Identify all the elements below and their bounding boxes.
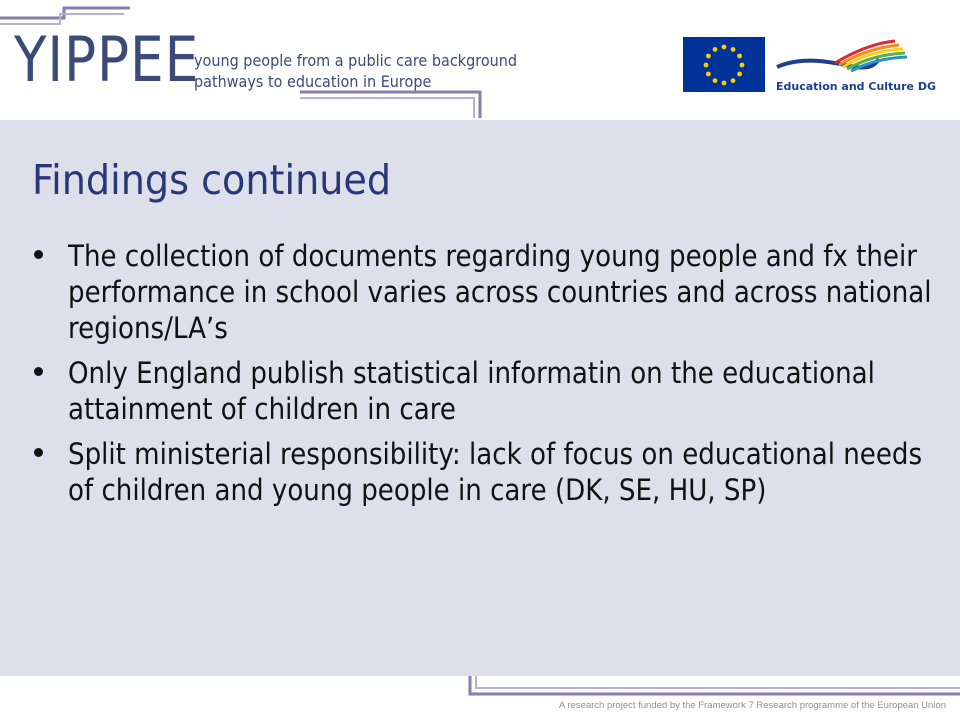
bullet-text: Split ministerial responsibility: lack of focus on educational needs of children and young people in care (DK, SE, HU, SP) [68,437,923,507]
bullet-text: Only England publish statistical informatin on the educational attainment of children in care [68,356,875,426]
education-culture-label: Education and Culture DG [776,80,937,93]
tagline-line-1: young people from a public care background [194,51,518,70]
tagline-line-2: pathways to education in Europe [194,72,432,91]
education-culture-swoosh-icon [775,37,910,77]
bullet-dot-icon [34,250,43,259]
bullet-item [28,238,948,346]
bullet-dot-icon [34,448,43,457]
yippee-logo: YIPPEE [14,23,200,96]
bullet-dot-icon [34,367,43,376]
slide-header [0,0,960,120]
bullet-list [28,238,948,517]
footer-funding-note: A research project funded by the Framework 7 Research programme of the European Union [558,700,946,711]
yippee-tagline [194,50,517,92]
bullet-item [28,436,948,508]
slide-title: Findings continued [32,156,392,204]
eu-flag-icon [683,37,765,92]
bullet-text: The collection of documents regarding young people and fx their performance in school varies across countries and across national regions/LA’s [68,239,932,345]
footer-frame-lines [440,660,960,720]
bullet-item [28,355,948,427]
